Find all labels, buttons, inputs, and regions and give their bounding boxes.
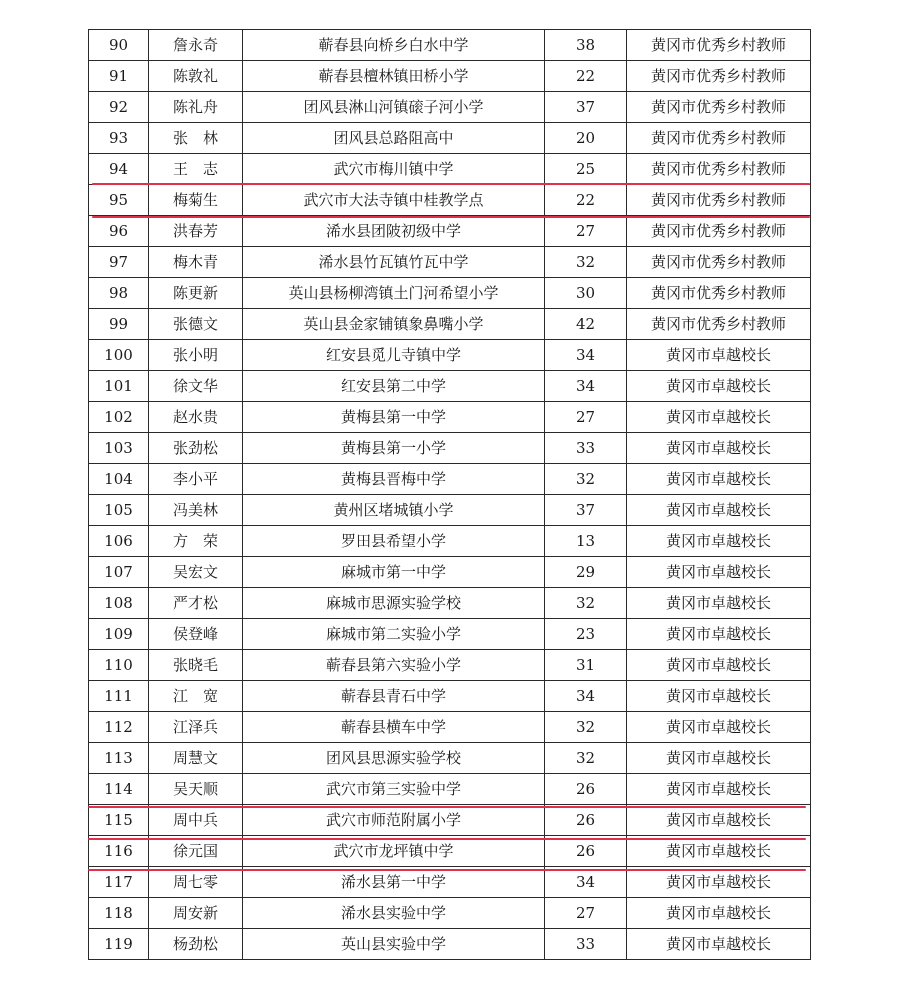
red-underline-mark — [88, 806, 806, 808]
cell-title: 黄冈市卓越校长 — [627, 867, 811, 898]
cell-age: 25 — [545, 154, 627, 185]
cell-school: 浠水县团陂初级中学 — [243, 216, 545, 247]
cell-title: 黄冈市优秀乡村教师 — [627, 185, 811, 216]
cell-school: 黄梅县晋梅中学 — [243, 464, 545, 495]
cell-school: 武穴市龙坪镇中学 — [243, 836, 545, 867]
cell-title: 黄冈市优秀乡村教师 — [627, 92, 811, 123]
cell-title: 黄冈市卓越校长 — [627, 402, 811, 433]
cell-title: 黄冈市卓越校长 — [627, 371, 811, 402]
cell-number: 91 — [89, 61, 149, 92]
cell-school: 蕲春县第六实验小学 — [243, 650, 545, 681]
teacher-list-table — [88, 29, 811, 960]
cell-school: 武穴市大法寺镇中桂教学点 — [243, 185, 545, 216]
table-row — [89, 278, 811, 309]
cell-number: 105 — [89, 495, 149, 526]
table-row — [89, 216, 811, 247]
cell-age: 26 — [545, 805, 627, 836]
cell-school: 浠水县第一中学 — [243, 867, 545, 898]
cell-number: 106 — [89, 526, 149, 557]
cell-name: 张劲松 — [149, 433, 243, 464]
cell-age: 30 — [545, 278, 627, 309]
cell-school: 武穴市第三实验中学 — [243, 774, 545, 805]
cell-age: 32 — [545, 712, 627, 743]
cell-school: 红安县觅儿寺镇中学 — [243, 340, 545, 371]
cell-name: 江泽兵 — [149, 712, 243, 743]
cell-name: 李小平 — [149, 464, 243, 495]
cell-number: 95 — [89, 185, 149, 216]
cell-age: 22 — [545, 61, 627, 92]
cell-title: 黄冈市卓越校长 — [627, 836, 811, 867]
cell-age: 32 — [545, 588, 627, 619]
cell-name: 张德文 — [149, 309, 243, 340]
cell-title: 黄冈市卓越校长 — [627, 743, 811, 774]
cell-title: 黄冈市优秀乡村教师 — [627, 123, 811, 154]
cell-number: 94 — [89, 154, 149, 185]
cell-school: 黄梅县第一小学 — [243, 433, 545, 464]
table-row — [89, 123, 811, 154]
table-row — [89, 867, 811, 898]
table-row — [89, 557, 811, 588]
table-row — [89, 309, 811, 340]
red-underline-mark — [88, 838, 806, 840]
cell-name: 周中兵 — [149, 805, 243, 836]
cell-title: 黄冈市卓越校长 — [627, 650, 811, 681]
cell-title: 黄冈市卓越校长 — [627, 681, 811, 712]
cell-number: 93 — [89, 123, 149, 154]
cell-age: 33 — [545, 433, 627, 464]
cell-name: 徐元国 — [149, 836, 243, 867]
table-row — [89, 433, 811, 464]
cell-school: 浠水县实验中学 — [243, 898, 545, 929]
cell-school: 英山县金家铺镇象鼻嘴小学 — [243, 309, 545, 340]
table-row — [89, 929, 811, 960]
cell-number: 100 — [89, 340, 149, 371]
cell-number: 109 — [89, 619, 149, 650]
red-underline-mark — [88, 869, 806, 871]
cell-name: 吴宏文 — [149, 557, 243, 588]
cell-title: 黄冈市卓越校长 — [627, 433, 811, 464]
cell-school: 团风县思源实验学校 — [243, 743, 545, 774]
cell-title: 黄冈市卓越校长 — [627, 898, 811, 929]
cell-name: 侯登峰 — [149, 619, 243, 650]
cell-number: 108 — [89, 588, 149, 619]
table-row — [89, 526, 811, 557]
cell-age: 34 — [545, 371, 627, 402]
table-row — [89, 588, 811, 619]
cell-name: 周安新 — [149, 898, 243, 929]
cell-school: 浠水县竹瓦镇竹瓦中学 — [243, 247, 545, 278]
cell-title: 黄冈市卓越校长 — [627, 774, 811, 805]
cell-age: 37 — [545, 495, 627, 526]
cell-number: 98 — [89, 278, 149, 309]
cell-school: 麻城市第二实验小学 — [243, 619, 545, 650]
cell-school: 黄州区堵城镇小学 — [243, 495, 545, 526]
cell-number: 99 — [89, 309, 149, 340]
cell-number: 113 — [89, 743, 149, 774]
cell-school: 武穴市梅川镇中学 — [243, 154, 545, 185]
cell-school: 罗田县希望小学 — [243, 526, 545, 557]
cell-number: 107 — [89, 557, 149, 588]
table-row — [89, 92, 811, 123]
cell-age: 32 — [545, 743, 627, 774]
cell-school: 红安县第二中学 — [243, 371, 545, 402]
cell-name: 徐文华 — [149, 371, 243, 402]
cell-title: 黄冈市优秀乡村教师 — [627, 154, 811, 185]
cell-number: 97 — [89, 247, 149, 278]
cell-number: 101 — [89, 371, 149, 402]
cell-number: 117 — [89, 867, 149, 898]
table-row — [89, 650, 811, 681]
cell-number: 103 — [89, 433, 149, 464]
cell-title: 黄冈市优秀乡村教师 — [627, 216, 811, 247]
table-row — [89, 185, 811, 216]
cell-school: 团风县淋山河镇磙子河小学 — [243, 92, 545, 123]
cell-school: 英山县杨柳湾镇土门河希望小学 — [243, 278, 545, 309]
cell-school: 麻城市第一中学 — [243, 557, 545, 588]
cell-age: 29 — [545, 557, 627, 588]
table-row — [89, 30, 811, 61]
table-row — [89, 154, 811, 185]
cell-name: 严才松 — [149, 588, 243, 619]
red-underline-mark — [92, 216, 810, 218]
document-page — [88, 29, 810, 960]
cell-name: 梅木青 — [149, 247, 243, 278]
cell-age: 33 — [545, 929, 627, 960]
cell-title: 黄冈市优秀乡村教师 — [627, 309, 811, 340]
cell-school: 英山县实验中学 — [243, 929, 545, 960]
cell-school: 蕲春县向桥乡白水中学 — [243, 30, 545, 61]
cell-number: 90 — [89, 30, 149, 61]
cell-age: 22 — [545, 185, 627, 216]
cell-number: 96 — [89, 216, 149, 247]
cell-school: 蕲春县青石中学 — [243, 681, 545, 712]
cell-title: 黄冈市卓越校长 — [627, 805, 811, 836]
cell-title: 黄冈市卓越校长 — [627, 495, 811, 526]
cell-title: 黄冈市优秀乡村教师 — [627, 247, 811, 278]
cell-title: 黄冈市卓越校长 — [627, 526, 811, 557]
table-row — [89, 247, 811, 278]
cell-age: 26 — [545, 836, 627, 867]
cell-title: 黄冈市卓越校长 — [627, 557, 811, 588]
cell-school: 蕲春县横车中学 — [243, 712, 545, 743]
cell-age: 27 — [545, 402, 627, 433]
cell-number: 112 — [89, 712, 149, 743]
cell-number: 104 — [89, 464, 149, 495]
cell-title: 黄冈市优秀乡村教师 — [627, 30, 811, 61]
cell-name: 詹永奇 — [149, 30, 243, 61]
cell-age: 34 — [545, 340, 627, 371]
cell-name: 陈更新 — [149, 278, 243, 309]
table-row — [89, 495, 811, 526]
cell-name: 梅菊生 — [149, 185, 243, 216]
cell-school: 武穴市师范附属小学 — [243, 805, 545, 836]
cell-title: 黄冈市卓越校长 — [627, 619, 811, 650]
cell-title: 黄冈市卓越校长 — [627, 712, 811, 743]
cell-school: 团风县总路阻高中 — [243, 123, 545, 154]
cell-number: 116 — [89, 836, 149, 867]
cell-age: 32 — [545, 464, 627, 495]
cell-age: 32 — [545, 247, 627, 278]
table-row — [89, 805, 811, 836]
table-body — [89, 30, 811, 960]
cell-age: 34 — [545, 681, 627, 712]
cell-age: 42 — [545, 309, 627, 340]
cell-number: 119 — [89, 929, 149, 960]
cell-age: 31 — [545, 650, 627, 681]
table-row — [89, 619, 811, 650]
cell-number: 92 — [89, 92, 149, 123]
cell-school: 麻城市思源实验学校 — [243, 588, 545, 619]
cell-number: 114 — [89, 774, 149, 805]
cell-name: 周七零 — [149, 867, 243, 898]
cell-age: 27 — [545, 216, 627, 247]
table-row — [89, 402, 811, 433]
table-row — [89, 464, 811, 495]
cell-age: 37 — [545, 92, 627, 123]
table-row — [89, 712, 811, 743]
cell-title: 黄冈市卓越校长 — [627, 464, 811, 495]
cell-title: 黄冈市卓越校长 — [627, 929, 811, 960]
table-row — [89, 774, 811, 805]
cell-name: 陈敦礼 — [149, 61, 243, 92]
cell-number: 118 — [89, 898, 149, 929]
cell-age: 27 — [545, 898, 627, 929]
table-row — [89, 898, 811, 929]
cell-name: 王 志 — [149, 154, 243, 185]
cell-name: 冯美林 — [149, 495, 243, 526]
cell-name: 洪春芳 — [149, 216, 243, 247]
cell-number: 115 — [89, 805, 149, 836]
cell-name: 江 宽 — [149, 681, 243, 712]
table-row — [89, 743, 811, 774]
cell-age: 23 — [545, 619, 627, 650]
cell-age: 13 — [545, 526, 627, 557]
cell-age: 38 — [545, 30, 627, 61]
table-row — [89, 371, 811, 402]
cell-school: 黄梅县第一中学 — [243, 402, 545, 433]
cell-name: 杨劲松 — [149, 929, 243, 960]
cell-age: 34 — [545, 867, 627, 898]
cell-number: 102 — [89, 402, 149, 433]
cell-age: 20 — [545, 123, 627, 154]
cell-title: 黄冈市优秀乡村教师 — [627, 61, 811, 92]
red-underline-mark — [92, 183, 810, 185]
cell-name: 赵水贵 — [149, 402, 243, 433]
cell-name: 陈礼舟 — [149, 92, 243, 123]
cell-school: 蕲春县檀林镇田桥小学 — [243, 61, 545, 92]
cell-name: 周慧文 — [149, 743, 243, 774]
cell-name: 张小明 — [149, 340, 243, 371]
cell-number: 110 — [89, 650, 149, 681]
cell-name: 张晓毛 — [149, 650, 243, 681]
table-row — [89, 836, 811, 867]
table-row — [89, 340, 811, 371]
table-row — [89, 681, 811, 712]
cell-title: 黄冈市卓越校长 — [627, 588, 811, 619]
cell-age: 26 — [545, 774, 627, 805]
cell-name: 张 林 — [149, 123, 243, 154]
cell-name: 方 荣 — [149, 526, 243, 557]
cell-title: 黄冈市优秀乡村教师 — [627, 278, 811, 309]
cell-title: 黄冈市卓越校长 — [627, 340, 811, 371]
cell-name: 吴天顺 — [149, 774, 243, 805]
cell-number: 111 — [89, 681, 149, 712]
table-row — [89, 61, 811, 92]
